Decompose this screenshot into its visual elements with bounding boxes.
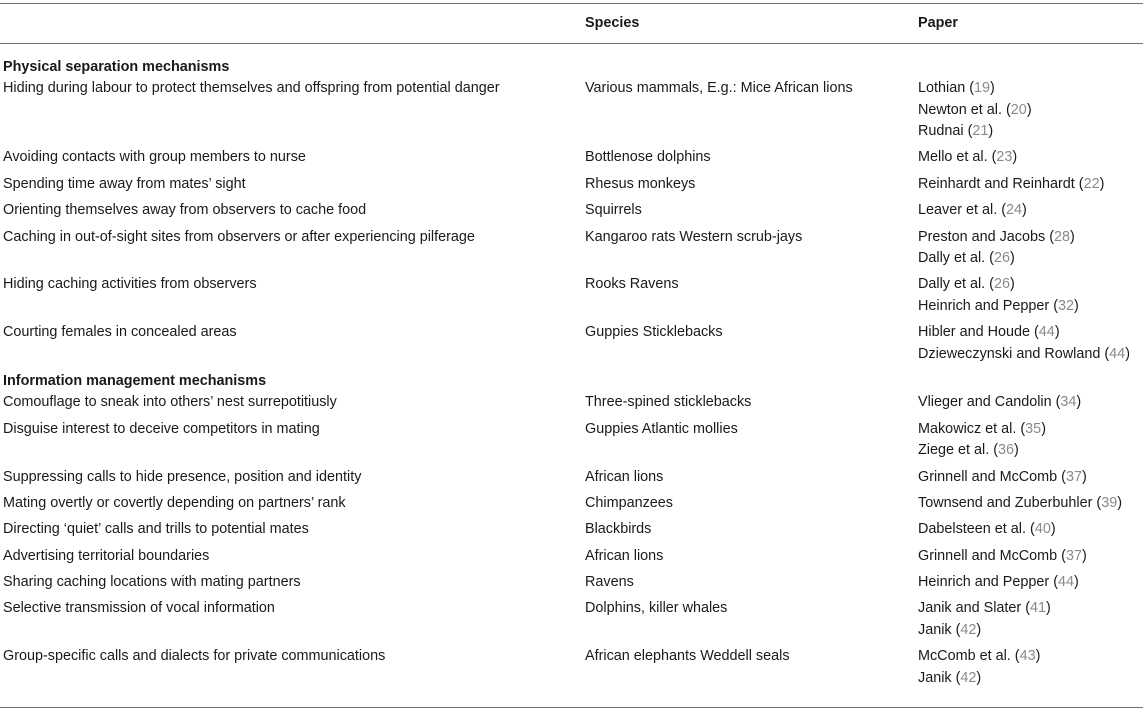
citation-number[interactable]: 32 — [1058, 297, 1075, 314]
mechanism-cell: Courting females in concealed areas — [3, 324, 237, 341]
paper-reference: Townsend and Zuberbuhler (39) — [918, 494, 1123, 511]
table-row — [0, 546, 1143, 572]
mechanism-cell: Group-specific calls and dialects for private communications — [3, 648, 386, 665]
paper-cell — [918, 78, 1032, 143]
paper-reference: Newton et al. (20) — [918, 101, 1032, 118]
species-cell: Chimpanzees — [585, 494, 673, 511]
species-cell: Guppies Sticklebacks — [585, 324, 723, 341]
paper-reference: Grinnell and McComb (37) — [918, 468, 1087, 485]
citation-number[interactable]: 44 — [1058, 574, 1075, 591]
paper-author: Dabelsteen et al. — [918, 521, 1027, 538]
paper-cell — [918, 467, 1087, 489]
paper-author: Hibler and Houde — [918, 324, 1030, 341]
table-row — [0, 78, 1143, 147]
species-cell: African lions — [585, 547, 664, 564]
paper-reference: Mello et al. (23) — [918, 149, 1018, 166]
mechanism-cell: Disguise interest to deceive competitors in mating — [3, 420, 320, 437]
species-cell: African lions — [585, 468, 664, 485]
paper-author: Vlieger and Candolin — [918, 394, 1052, 411]
paper-author: Janik — [918, 669, 952, 686]
mechanism-cell: Avoiding contacts with group members to nurse — [3, 149, 306, 166]
mechanism-cell: Sharing caching locations with mating partners — [3, 574, 301, 591]
paper-cell — [918, 322, 1130, 365]
species-cell: Various mammals, E.g.: Mice African lions — [585, 80, 853, 96]
species-cell: Rooks Ravens — [585, 276, 679, 293]
table-row — [0, 572, 1143, 598]
citation-number[interactable]: 21 — [972, 123, 989, 139]
section-title: Information management mechanisms — [3, 373, 267, 390]
paper-author: Townsend and Zuberbuhler — [918, 494, 1093, 511]
paper-reference: Ziege et al. (36) — [918, 442, 1019, 459]
paper-author: Heinrich and Pepper — [918, 297, 1050, 314]
paper-reference: Lothian (19) — [918, 80, 995, 96]
paper-author: Grinnell and McComb — [918, 547, 1058, 564]
table-row — [0, 274, 1143, 322]
paper-cell — [918, 419, 1046, 462]
mechanism-cell: Spending time away from mates’ sight — [3, 175, 246, 192]
paper-cell — [918, 392, 1081, 414]
citation-number[interactable]: 37 — [1065, 468, 1082, 485]
mechanism-cell: Directing ‘quiet’ calls and trills to potential mates — [3, 521, 309, 538]
paper-reference: Janik and Slater (41) — [918, 600, 1051, 617]
paper-reference: Dzieweczynski and Rowland (44) — [918, 345, 1130, 362]
paper-reference: Dally et al. (26) — [918, 276, 1015, 293]
table-row — [0, 598, 1143, 646]
section-row — [0, 56, 1143, 78]
paper-reference: Grinnell and McComb (37) — [918, 547, 1087, 564]
paper-author: Mello et al. — [918, 149, 988, 166]
paper-reference: Rudnai (21) — [918, 123, 994, 139]
species-cell: Three-spined sticklebacks — [585, 394, 752, 411]
species-cell: Kangaroo rats Western scrub-jays — [585, 228, 803, 245]
citation-number[interactable]: 37 — [1065, 547, 1082, 564]
mechanism-cell: Mating overtly or covertly depending on partners’ rank — [3, 494, 346, 511]
table-row — [0, 200, 1143, 226]
citation-number[interactable]: 24 — [1006, 202, 1023, 219]
mechanism-cell: Advertising territorial boundaries — [3, 547, 210, 564]
paper-reference: Leaver et al. (24) — [918, 202, 1027, 219]
table-header-rule — [0, 43, 1143, 44]
table-row — [0, 493, 1143, 519]
paper-author: Janik and Slater — [918, 600, 1022, 617]
paper-cell — [918, 200, 1027, 222]
mechanism-cell: Caching in out-of-sight sites from observers or after experiencing pilferage — [3, 228, 475, 245]
paper-reference: Hibler and Houde (44) — [918, 324, 1060, 341]
table-row — [0, 646, 1143, 694]
table-row — [0, 174, 1143, 200]
citation-number[interactable]: 23 — [996, 149, 1013, 166]
paper-author: Janik — [918, 621, 952, 638]
paper-author: Leaver et al. — [918, 202, 998, 219]
species-cell: Guppies Atlantic mollies — [585, 420, 738, 437]
citation-number[interactable]: 22 — [1083, 175, 1100, 192]
citation-number[interactable]: 39 — [1101, 494, 1118, 511]
mechanism-cell: Selective transmission of vocal information — [3, 600, 275, 617]
paper-cell — [918, 147, 1017, 169]
paper-author: Dzieweczynski and Rowland — [918, 345, 1101, 362]
paper-author: Grinnell and McComb — [918, 468, 1058, 485]
paper-author: McComb et al. — [918, 648, 1011, 665]
paper-author: Lothian — [918, 80, 966, 96]
paper-reference: Preston and Jacobs (28) — [918, 228, 1075, 245]
paper-reference: McComb et al. (43) — [918, 648, 1041, 665]
citation-number[interactable]: 44 — [1038, 324, 1055, 341]
table-row — [0, 392, 1143, 418]
paper-reference: Vlieger and Candolin (34) — [918, 394, 1082, 411]
paper-reference: Heinrich and Pepper (32) — [918, 297, 1079, 314]
paper-cell — [918, 274, 1079, 317]
citation-number[interactable]: 20 — [1010, 101, 1027, 118]
paper-author: Ziege et al. — [918, 442, 990, 459]
paper-reference: Dally et al. (26) — [918, 250, 1015, 267]
citation-number[interactable]: 40 — [1034, 521, 1051, 538]
paper-author: Heinrich and Pepper — [918, 574, 1050, 591]
table-top-rule — [0, 3, 1143, 4]
species-cell: Dolphins, killer whales — [585, 600, 728, 617]
species-cell: Squirrels — [585, 202, 642, 219]
paper-cell — [918, 227, 1075, 270]
paper-cell — [918, 572, 1079, 594]
citation-number[interactable]: 26 — [993, 250, 1010, 267]
paper-cell — [918, 493, 1122, 515]
citation-number[interactable]: 36 — [998, 442, 1015, 459]
citation-number[interactable]: 19 — [974, 80, 991, 96]
column-header-species: Species — [585, 15, 640, 31]
table-row — [0, 322, 1143, 370]
citation-number[interactable]: 42 — [960, 669, 977, 686]
paper-cell — [918, 519, 1056, 541]
paper-cell — [918, 598, 1051, 641]
paper-cell — [918, 646, 1040, 689]
species-cell: Rhesus monkeys — [585, 175, 696, 192]
column-header-paper: Paper — [918, 15, 958, 31]
citation-number[interactable]: 44 — [1109, 345, 1126, 362]
species-cell: Bottlenose dolphins — [585, 149, 711, 166]
paper-author: Reinhardt and Reinhardt — [918, 175, 1075, 192]
paper-reference: Janik (42) — [918, 669, 982, 686]
table-bottom-rule — [0, 707, 1143, 708]
table-row — [0, 419, 1143, 467]
paper-cell — [918, 174, 1104, 196]
paper-author: Preston and Jacobs — [918, 228, 1046, 245]
paper-reference: Reinhardt and Reinhardt (22) — [918, 175, 1105, 192]
section-title: Physical separation mechanisms — [3, 59, 230, 75]
citation-number[interactable]: 42 — [960, 621, 977, 638]
species-cell: African elephants Weddell seals — [585, 648, 790, 665]
table-row — [0, 467, 1143, 493]
table-body — [0, 56, 1143, 694]
citation-number[interactable]: 26 — [993, 276, 1010, 293]
paper-author: Makowicz et al. — [918, 420, 1017, 437]
mechanism-cell: Suppressing calls to hide presence, position and identity — [3, 468, 362, 485]
paper-reference: Janik (42) — [918, 621, 982, 638]
mechanism-cell: Hiding caching activities from observers — [3, 276, 257, 293]
paper-author: Dally et al. — [918, 276, 986, 293]
paper-author: Rudnai — [918, 123, 964, 139]
mechanism-cell: Comouflage to sneak into others’ nest surrepotitiusly — [3, 394, 337, 411]
paper-cell — [918, 546, 1087, 568]
paper-author: Newton et al. — [918, 101, 1002, 118]
paper-reference: Makowicz et al. (35) — [918, 420, 1046, 437]
table-row — [0, 227, 1143, 275]
citation-number[interactable]: 34 — [1060, 394, 1077, 411]
table-row — [0, 519, 1143, 545]
species-cell: Blackbirds — [585, 521, 652, 538]
citation-number[interactable]: 43 — [1019, 648, 1036, 665]
citation-number[interactable]: 35 — [1025, 420, 1042, 437]
mechanism-cell: Orienting themselves away from observers to cache food — [3, 202, 367, 219]
citation-number[interactable]: 28 — [1054, 228, 1071, 245]
citation-number[interactable]: 41 — [1030, 600, 1047, 617]
table-row — [0, 147, 1143, 173]
paper-reference: Heinrich and Pepper (44) — [918, 574, 1079, 591]
paper-reference: Dabelsteen et al. (40) — [918, 521, 1056, 538]
section-row — [0, 370, 1143, 392]
species-cell: Ravens — [585, 574, 634, 591]
paper-author: Dally et al. — [918, 250, 986, 267]
mechanism-cell: Hiding during labour to protect themselves and offspring from potential danger — [3, 80, 500, 96]
